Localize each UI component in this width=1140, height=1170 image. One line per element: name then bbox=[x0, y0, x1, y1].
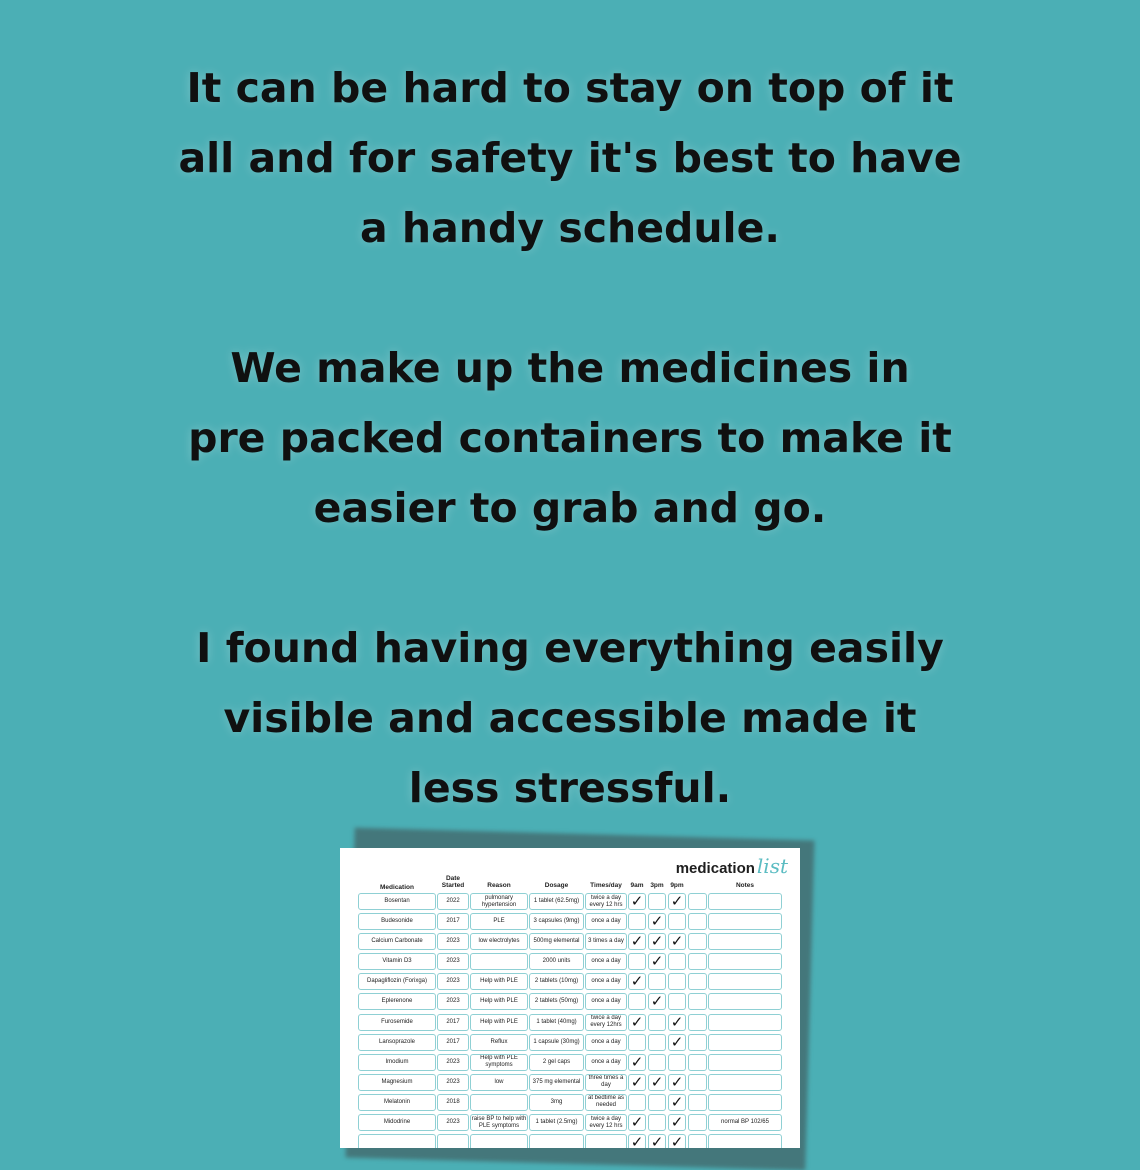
cell-date bbox=[437, 1134, 469, 1148]
table-row bbox=[340, 1093, 800, 1113]
paragraph-2 bbox=[0, 333, 1140, 543]
cell-medication: Lansoprazole bbox=[358, 1034, 436, 1051]
check-icon: ✓ bbox=[650, 913, 664, 931]
cell-am9 bbox=[628, 1134, 646, 1148]
cell-medication: Furosemide bbox=[358, 1014, 436, 1031]
cell-am9 bbox=[628, 993, 646, 1010]
cell-empty bbox=[688, 1094, 707, 1111]
cell-medication bbox=[358, 1134, 436, 1148]
cell-reason: pulmonary hypertension bbox=[470, 893, 528, 910]
check-icon: ✓ bbox=[650, 993, 664, 1011]
cell-pm3 bbox=[648, 1094, 666, 1111]
brand-word: medication bbox=[675, 860, 755, 877]
header-date-started: Date Started bbox=[441, 875, 465, 889]
table-row bbox=[340, 992, 800, 1012]
table-row bbox=[340, 1073, 800, 1093]
check-icon: ✓ bbox=[670, 1114, 684, 1132]
paragraph-line: easier to grab and go. bbox=[313, 484, 827, 532]
cell-dosage: 2000 units bbox=[529, 953, 584, 970]
table-row bbox=[340, 1013, 800, 1033]
paragraph-line: We make up the medicines in bbox=[230, 344, 910, 392]
cell-empty bbox=[688, 913, 707, 930]
cell-pm9 bbox=[668, 1034, 686, 1051]
header-times-per-day: Times/day bbox=[590, 882, 622, 889]
cell-am9 bbox=[628, 913, 646, 930]
table-row bbox=[340, 972, 800, 992]
cell-date: 2023 bbox=[437, 1114, 469, 1131]
cell-date: 2023 bbox=[437, 1054, 469, 1071]
cell-pm9 bbox=[668, 1134, 686, 1148]
table-row bbox=[340, 1113, 800, 1133]
cell-pm3 bbox=[648, 933, 666, 950]
cell-empty bbox=[688, 1134, 707, 1148]
table-row bbox=[340, 1133, 800, 1148]
cell-reason: Help with PLE bbox=[470, 993, 528, 1010]
cell-pm9 bbox=[668, 1014, 686, 1031]
cell-pm9 bbox=[668, 993, 686, 1010]
header-reason: Reason bbox=[487, 882, 511, 889]
paragraph-3 bbox=[0, 613, 1140, 823]
check-icon: ✓ bbox=[650, 933, 664, 951]
cell-notes bbox=[708, 973, 782, 990]
cell-pm9 bbox=[668, 933, 686, 950]
cell-medication: Magnesium bbox=[358, 1074, 436, 1091]
cell-am9 bbox=[628, 1054, 646, 1071]
cell-pm3 bbox=[648, 893, 666, 910]
cell-reason bbox=[470, 1094, 528, 1111]
cell-date: 2017 bbox=[437, 1014, 469, 1031]
cell-times: 3 times a day bbox=[585, 933, 627, 950]
cell-dosage: 1 capsule (30mg) bbox=[529, 1034, 584, 1051]
cell-reason: low electrolytes bbox=[470, 933, 528, 950]
header-3pm: 3pm bbox=[650, 882, 664, 889]
check-icon: ✓ bbox=[670, 1013, 684, 1031]
cell-notes bbox=[708, 913, 782, 930]
header-medication: Medication bbox=[380, 884, 414, 891]
cell-medication: Budesonide bbox=[358, 913, 436, 930]
cell-reason: low bbox=[470, 1074, 528, 1091]
check-icon: ✓ bbox=[630, 973, 644, 991]
check-icon: ✓ bbox=[670, 1073, 684, 1091]
table-row bbox=[340, 1033, 800, 1053]
cell-pm9 bbox=[668, 953, 686, 970]
table-row bbox=[340, 952, 800, 972]
cell-pm3 bbox=[648, 1114, 666, 1131]
cell-medication: Calcium Carbonate bbox=[358, 933, 436, 950]
cell-times: once a day bbox=[585, 1034, 627, 1051]
cell-pm3 bbox=[648, 1074, 666, 1091]
cell-am9 bbox=[628, 1014, 646, 1031]
cell-reason: PLE bbox=[470, 913, 528, 930]
paragraph-line: It can be hard to stay on top of it bbox=[186, 64, 954, 112]
check-icon: ✓ bbox=[670, 1134, 684, 1148]
cell-dosage: 2 tablets (50mg) bbox=[529, 993, 584, 1010]
check-icon: ✓ bbox=[630, 933, 644, 951]
cell-dosage: 3mg bbox=[529, 1094, 584, 1111]
cell-pm9 bbox=[668, 1074, 686, 1091]
check-icon: ✓ bbox=[650, 1134, 664, 1148]
cell-notes bbox=[708, 1074, 782, 1091]
paragraph-line: a handy schedule. bbox=[359, 204, 780, 252]
cell-notes bbox=[708, 1014, 782, 1031]
cell-pm3 bbox=[648, 993, 666, 1010]
cell-reason: raise BP to help with PLE symptoms bbox=[470, 1114, 528, 1131]
cell-am9 bbox=[628, 1034, 646, 1051]
cell-notes bbox=[708, 953, 782, 970]
cell-date: 2023 bbox=[437, 973, 469, 990]
cell-medication: Melatonin bbox=[358, 1094, 436, 1111]
cell-am9 bbox=[628, 953, 646, 970]
cell-reason bbox=[470, 1134, 528, 1148]
cell-date: 2023 bbox=[437, 953, 469, 970]
cell-dosage: 2 tablets (10mg) bbox=[529, 973, 584, 990]
check-icon: ✓ bbox=[670, 1093, 684, 1111]
cell-date: 2017 bbox=[437, 913, 469, 930]
cell-pm9 bbox=[668, 893, 686, 910]
cell-notes: normal BP 102/65 bbox=[708, 1114, 782, 1131]
cell-empty bbox=[688, 933, 707, 950]
cell-am9 bbox=[628, 1074, 646, 1091]
cell-pm9 bbox=[668, 913, 686, 930]
cell-date: 2022 bbox=[437, 893, 469, 910]
cell-pm3 bbox=[648, 1034, 666, 1051]
cell-pm3 bbox=[648, 973, 666, 990]
header-9am: 9am bbox=[630, 882, 644, 889]
cell-pm9 bbox=[668, 1094, 686, 1111]
header-dosage: Dosage bbox=[544, 882, 569, 889]
cell-reason: Reflux bbox=[470, 1034, 528, 1051]
cell-am9 bbox=[628, 893, 646, 910]
cell-dosage: 1 tablet (62.5mg) bbox=[529, 893, 584, 910]
table-row bbox=[340, 932, 800, 952]
cell-times: three times a day bbox=[585, 1074, 627, 1091]
brand-script-word: list bbox=[756, 854, 788, 878]
cell-medication: Imodium bbox=[358, 1054, 436, 1071]
cell-times: once a day bbox=[585, 913, 627, 930]
cell-pm9 bbox=[668, 1054, 686, 1071]
cell-empty bbox=[688, 1054, 707, 1071]
cell-pm3 bbox=[648, 913, 666, 930]
cell-empty bbox=[688, 1074, 707, 1091]
cell-empty bbox=[688, 1114, 707, 1131]
cell-notes bbox=[708, 1134, 782, 1148]
check-icon: ✓ bbox=[630, 1114, 644, 1132]
check-icon: ✓ bbox=[670, 893, 684, 910]
paragraph-1 bbox=[0, 53, 1140, 263]
cell-date: 2023 bbox=[437, 933, 469, 950]
paragraph-line: less stressful. bbox=[408, 764, 732, 812]
cell-empty bbox=[688, 1014, 707, 1031]
cell-times bbox=[585, 1134, 627, 1148]
cell-dosage: 500mg elemental bbox=[529, 933, 584, 950]
check-icon: ✓ bbox=[650, 953, 664, 971]
check-icon: ✓ bbox=[630, 1073, 644, 1091]
cell-dosage: 1 tablet (40mg) bbox=[529, 1014, 584, 1031]
cell-times: once a day bbox=[585, 993, 627, 1010]
cell-am9 bbox=[628, 1114, 646, 1131]
cell-medication: Eplerenone bbox=[358, 993, 436, 1010]
table-row bbox=[340, 892, 800, 912]
cell-empty bbox=[688, 1034, 707, 1051]
medication-list-sheet bbox=[340, 848, 800, 1148]
cell-dosage: 1 tablet (2.5mg) bbox=[529, 1114, 584, 1131]
cell-date: 2023 bbox=[437, 1074, 469, 1091]
table-row bbox=[340, 912, 800, 932]
cell-reason: Help with PLE symptoms bbox=[470, 1054, 528, 1071]
cell-notes bbox=[708, 1094, 782, 1111]
cell-times: once a day bbox=[585, 973, 627, 990]
header-9pm: 9pm bbox=[670, 882, 684, 889]
cell-am9 bbox=[628, 933, 646, 950]
cell-empty bbox=[688, 893, 707, 910]
cell-pm3 bbox=[648, 1014, 666, 1031]
cell-notes bbox=[708, 1034, 782, 1051]
check-icon: ✓ bbox=[630, 1134, 644, 1148]
cell-times: once a day bbox=[585, 1054, 627, 1071]
cell-dosage: 375 mg elemental bbox=[529, 1074, 584, 1091]
cell-am9 bbox=[628, 1094, 646, 1111]
paragraph-line: I found having everything easily bbox=[196, 624, 944, 672]
check-icon: ✓ bbox=[630, 1053, 644, 1071]
paragraph-line: visible and accessible made it bbox=[223, 694, 917, 742]
cell-pm9 bbox=[668, 973, 686, 990]
cell-dosage bbox=[529, 1134, 584, 1148]
cell-am9 bbox=[628, 973, 646, 990]
cell-date: 2018 bbox=[437, 1094, 469, 1111]
cell-reason bbox=[470, 953, 528, 970]
cell-notes bbox=[708, 993, 782, 1010]
cell-reason: Help with PLE bbox=[470, 973, 528, 990]
cell-empty bbox=[688, 973, 707, 990]
cell-pm3 bbox=[648, 953, 666, 970]
cell-medication: Midodrine bbox=[358, 1114, 436, 1131]
cell-medication: Vitamin D3 bbox=[358, 953, 436, 970]
check-icon: ✓ bbox=[650, 1073, 664, 1091]
check-icon: ✓ bbox=[670, 933, 684, 951]
paragraph-line: all and for safety it's best to have bbox=[178, 134, 962, 182]
cell-date: 2017 bbox=[437, 1034, 469, 1051]
table-row bbox=[340, 1053, 800, 1073]
cell-date: 2023 bbox=[437, 993, 469, 1010]
cell-medication: Dapagliflozin (Forixga) bbox=[358, 973, 436, 990]
cell-times: at bedtime as needed bbox=[585, 1094, 627, 1111]
cell-dosage: 2 gel caps bbox=[529, 1054, 584, 1071]
medication-rows bbox=[340, 892, 800, 1148]
check-icon: ✓ bbox=[630, 893, 644, 910]
cell-notes bbox=[708, 933, 782, 950]
cell-empty bbox=[688, 993, 707, 1010]
paragraph-line: pre packed containers to make it bbox=[188, 414, 952, 462]
cell-pm3 bbox=[648, 1134, 666, 1148]
cell-reason: Help with PLE bbox=[470, 1014, 528, 1031]
cell-times: twice a day every 12hrs bbox=[585, 1014, 627, 1031]
cell-times: once a day bbox=[585, 953, 627, 970]
cell-pm9 bbox=[668, 1114, 686, 1131]
cell-empty bbox=[688, 953, 707, 970]
cell-notes bbox=[708, 1054, 782, 1071]
cell-times: twice a day every 12 hrs bbox=[585, 893, 627, 910]
check-icon: ✓ bbox=[670, 1033, 684, 1051]
cell-medication: Bosentan bbox=[358, 893, 436, 910]
cell-pm3 bbox=[648, 1054, 666, 1071]
header-notes: Notes bbox=[735, 882, 755, 889]
cell-notes bbox=[708, 893, 782, 910]
check-icon: ✓ bbox=[630, 1013, 644, 1031]
cell-times: twice a day every 12 hrs bbox=[585, 1114, 627, 1131]
cell-dosage: 3 capsules (9mg) bbox=[529, 913, 584, 930]
